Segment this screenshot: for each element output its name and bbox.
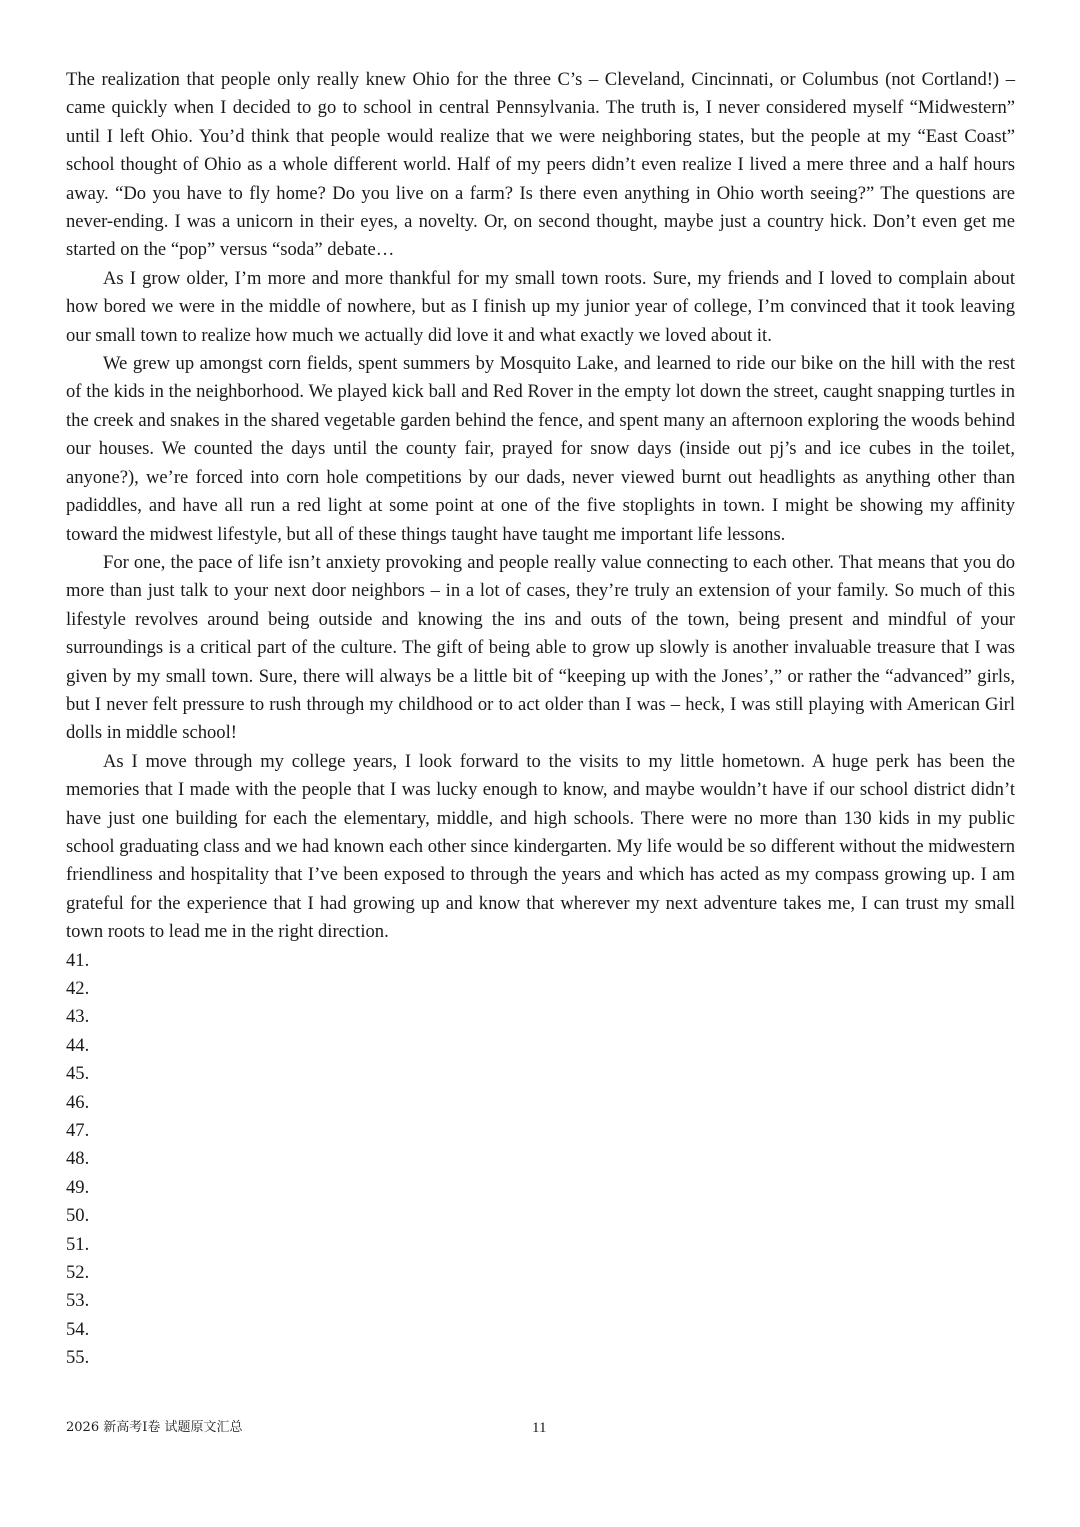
answer-number-52: 52.: [66, 1261, 90, 1283]
passage-paragraph-3: We grew up amongst corn fields, spent summers by Mosquito Lake, and learned to ride our bike on the hill with the rest of the kids in the neighborhood. We played kick ball and Red Rover in the empty lot down the street, caught snapping turtles in the creek and snakes in the shared vegetable garden behind the fence, and spent many an afternoon exploring the woods behind our houses. We counted the days until the county fair, prayed for snow days (inside out pj’s and ice cubes in the toilet, anyone?), we’re forced into corn hole competitions by our dads, never viewed burnt out headlights as anything other than padiddles, and have all run a red light at some point at one of the five stoplights in town. I might be showing my affinity toward the midwest lifestyle, but all of these things taught have taught me important life lessons.: [66, 353, 1015, 545]
answer-number-41: 41.: [66, 949, 90, 971]
answer-number-47: 47.: [66, 1119, 90, 1141]
answer-number-51: 51.: [66, 1233, 90, 1255]
answer-number-44: 44.: [66, 1034, 90, 1056]
answer-number-42: 42.: [66, 977, 90, 999]
answer-number-54: 54.: [66, 1318, 90, 1340]
page-number: 11: [532, 1420, 547, 1436]
answer-number-50: 50.: [66, 1205, 90, 1227]
answer-number-43: 43.: [66, 1006, 90, 1028]
passage-paragraph-1: The realization that people only really knew Ohio for the three C’s – Cleveland, Cincinnati, or Columbus (not Cortland!) – came quickly when I decided to go to school in central Pennsylvania. The truth is, I never considered myself “Midwestern” until I left Ohio. You’d think that people would realize that we were neighboring states, but the people at my “East Coast” school thought of Ohio as a whole different world. Half of my peers didn’t even realize I lived a mere three and a half hours away. “Do you have to fly home? Do you live on a farm? Is there even anything in Ohio worth seeing?” The questions are never-ending. I was a unicorn in their eyes, a novelty. Or, on second thought, maybe just a country hick. Don’t even get me started on the “pop” versus “soda” debate…: [66, 69, 1015, 261]
answer-number-46: 46.: [66, 1091, 90, 1113]
passage-paragraph-2: As I grow older, I’m more and more thankful for my small town roots. Sure, my friends and I loved to complain about how bored we were in the middle of nowhere, but as I finish up my junior year of college, I’m convinced that it took leaving our small town to realize how much we actually did love it and what exactly we loved about it.: [66, 267, 1015, 346]
footer-source-label: 2026 新高考I卷 试题原文汇总: [66, 1420, 243, 1435]
passage-paragraph-5: As I move through my college years, I look forward to the visits to my little hometown. A huge perk has been the memories that I made with the people that I was lucky enough to know, and maybe wouldn’t have if our school district didn’t have just one building for each the elementary, middle, and high schools. There were no more than 130 kids in my public school graduating class and we had known each other since kindergarten. My life would be so different without the midwestern friendliness and hospitality that I’ve been exposed to through the years and which has acted as my compass growing up. I am grateful for the experience that I had growing up and know that wherever my next adventure takes me, I can trust my small town roots to lead me in the right direction.: [66, 750, 1015, 943]
answer-number-48: 48.: [66, 1148, 90, 1170]
answer-number-55: 55.: [66, 1347, 90, 1369]
answer-number-45: 45.: [66, 1063, 90, 1085]
page-footer: [66, 1417, 1015, 1439]
answer-number-53: 53.: [66, 1290, 90, 1312]
answer-number-49: 49.: [66, 1176, 90, 1198]
passage-paragraph-4: For one, the pace of life isn’t anxiety provoking and people really value connecting to each other. That means that you do more than just talk to your next door neighbors – in a lot of cases, they’re truly an extension of your family. So much of this lifestyle revolves around being outside and knowing the ins and outs of the town, being present and mindful of your surroundings is a critical part of the culture. The gift of being able to grow up slowly is another invaluable treasure that I was given by my small town. Sure, there will always be a little bit of “keeping up with the Jones’,” or rather the “advanced” girls, but I never felt pressure to rush through my childhood or to act older than I was – heck, I was still playing with American Girl dolls in middle school!: [66, 551, 1015, 744]
answer-number-list: [66, 947, 1015, 1373]
document-body: [66, 66, 1015, 1372]
